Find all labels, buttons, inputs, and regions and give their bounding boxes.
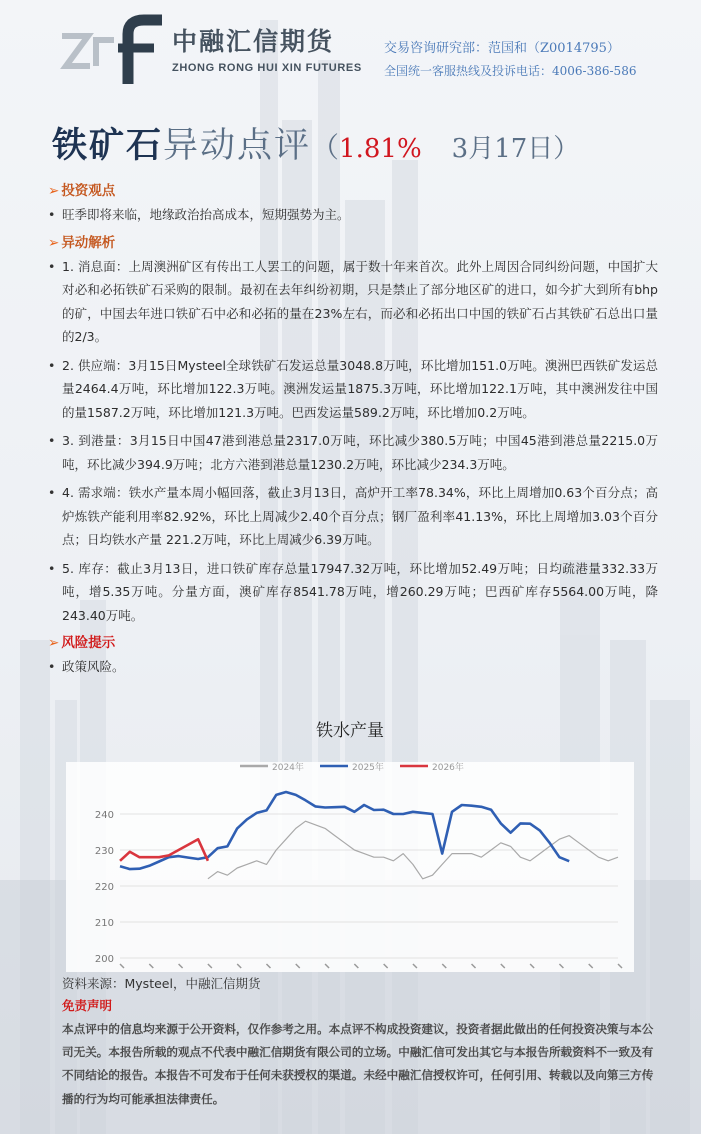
y-tick-label: 240 <box>94 810 114 821</box>
risk-list <box>48 655 658 679</box>
list-item: • 政策风险。 <box>48 655 658 679</box>
list-item: • 4. 需求端：铁水产量本周小幅回落，截止3月13日，高炉开工率78.34%，环比上周增加0.63个百分点；高炉炼铁产能利用率82.92%，环比上周减少2.40个百分点；钢厂盈利率41.13%，环比上周增加3.03个百分点；日均铁水产量 221.2万吨，环比上周减少6.39万吨。 <box>48 481 658 552</box>
legend-label: 2024年 <box>272 763 304 773</box>
legend-label: 2025年 <box>352 763 384 773</box>
chart-title: 铁水产量 <box>316 721 384 741</box>
disclaimer-title: 免责声明 <box>62 998 113 1013</box>
company-name-cn: 中融汇信期货 <box>172 27 335 56</box>
list-item: • 3. 到港量：3月15日中国47港到港总量2317.0万吨，环比减少380.5万吨；中国45港到港总量2215.0万吨，环比减少394.9万吨；北方六港到港总量1230.2万吨，环比减少234.3万吨。 <box>48 429 658 476</box>
legend-label: 2026年 <box>432 763 464 773</box>
list-item: • 2. 供应端：3月15日Mysteel全球铁矿石发运总量3048.8万吨，环比增加151.0万吨。澳洲巴西铁矿发运总量2464.4万吨，环比增加122.3万吨。澳洲发运量1875.3万吨，环比增加122.1万吨，其中澳洲发往中国的量1587.2万吨，环比增加121.3万吨。巴西发运量589.2万吨，环比增加0.2万吨。 <box>48 354 658 425</box>
arrow-right-icon: ➢ <box>48 234 60 251</box>
arrow-right-icon: ➢ <box>48 183 60 199</box>
view-list <box>48 203 658 227</box>
report-body <box>48 180 658 684</box>
data-source: 资料来源：Mysteel，中融汇信期货 <box>62 976 261 991</box>
title-commodity: 铁矿石 <box>52 125 164 166</box>
company-name-en: ZHONG RONG HUI XIN FUTURES <box>172 62 362 74</box>
section-title-risk: ➢ 风险提示 <box>48 635 116 651</box>
section-title-view: ➢ 投资观点 <box>48 183 116 199</box>
title-change-percent: 1.81% <box>339 134 422 164</box>
title-type: 异动点评 <box>163 126 312 166</box>
disclaimer-body: 本点评中的信息均来源于公开资料，仅作参考之用。本点评不构成投资建议，投资者据此做出的任何投资决策与本公司无关。本报告所载的观点不代表中融汇信期货有限公司的立场。中融汇信可发出其它与本报告所载资料不一致及有不同结论的报告。本报告不可发布于任何未获授权的渠道。未经中融汇信授权许可，任何引用、转载以及向第三方传播的行为均可能承担法律责任。 <box>62 1022 654 1106</box>
title-paren: （ <box>311 131 340 164</box>
section-title-analysis: ➢ 异动解析 <box>48 234 116 251</box>
contact-hotline: 全国统一客服热线及投诉电话：4006-386-586 <box>384 64 637 78</box>
y-tick-label: 230 <box>94 846 114 857</box>
y-tick-label: 200 <box>94 954 114 965</box>
y-tick-label: 210 <box>94 918 114 929</box>
analysis-list <box>48 255 658 628</box>
chart-plot-background <box>66 762 634 972</box>
list-item: • 1. 消息面：上周澳洲矿区有传出工人罢工的问题，属于数十年来首次。此外上周因合同纠纷问题，中国扩大对必和必拓铁矿石采购的限制。最初在去年纠纷初期，只是禁止了部分地区矿的进口，如今扩大到所有bhp的矿，中国去年进口铁矿石中必和必拓的量在23%左右，而必和必拓出口中国的铁矿石占其铁矿石总出口量的2/3。 <box>48 255 658 349</box>
contact-researcher: 交易咨询研究部：范国和（Z0014795） <box>384 41 620 56</box>
page-header <box>0 0 701 100</box>
company-logo-icon <box>58 14 166 86</box>
list-item: • 5. 库存：截止3月13日，进口铁矿库存总量17947.32万吨，环比增加52.49万吨；日均疏港量332.33万吨，增5.35万吨。分量方面，澳矿库存8541.78万吨，增260.29万吨；巴西矿库存5564.00万吨，降243.40万吨。 <box>48 557 658 628</box>
list-item: • 旺季即将来临，地缘政治抬高成本，短期强势为主。 <box>48 203 658 227</box>
hot-metal-output-chart <box>58 712 644 986</box>
y-tick-label: 220 <box>94 882 114 893</box>
title-date: 3月17日） <box>451 134 580 164</box>
report-title <box>52 118 579 168</box>
arrow-right-icon: ➢ <box>48 635 60 651</box>
